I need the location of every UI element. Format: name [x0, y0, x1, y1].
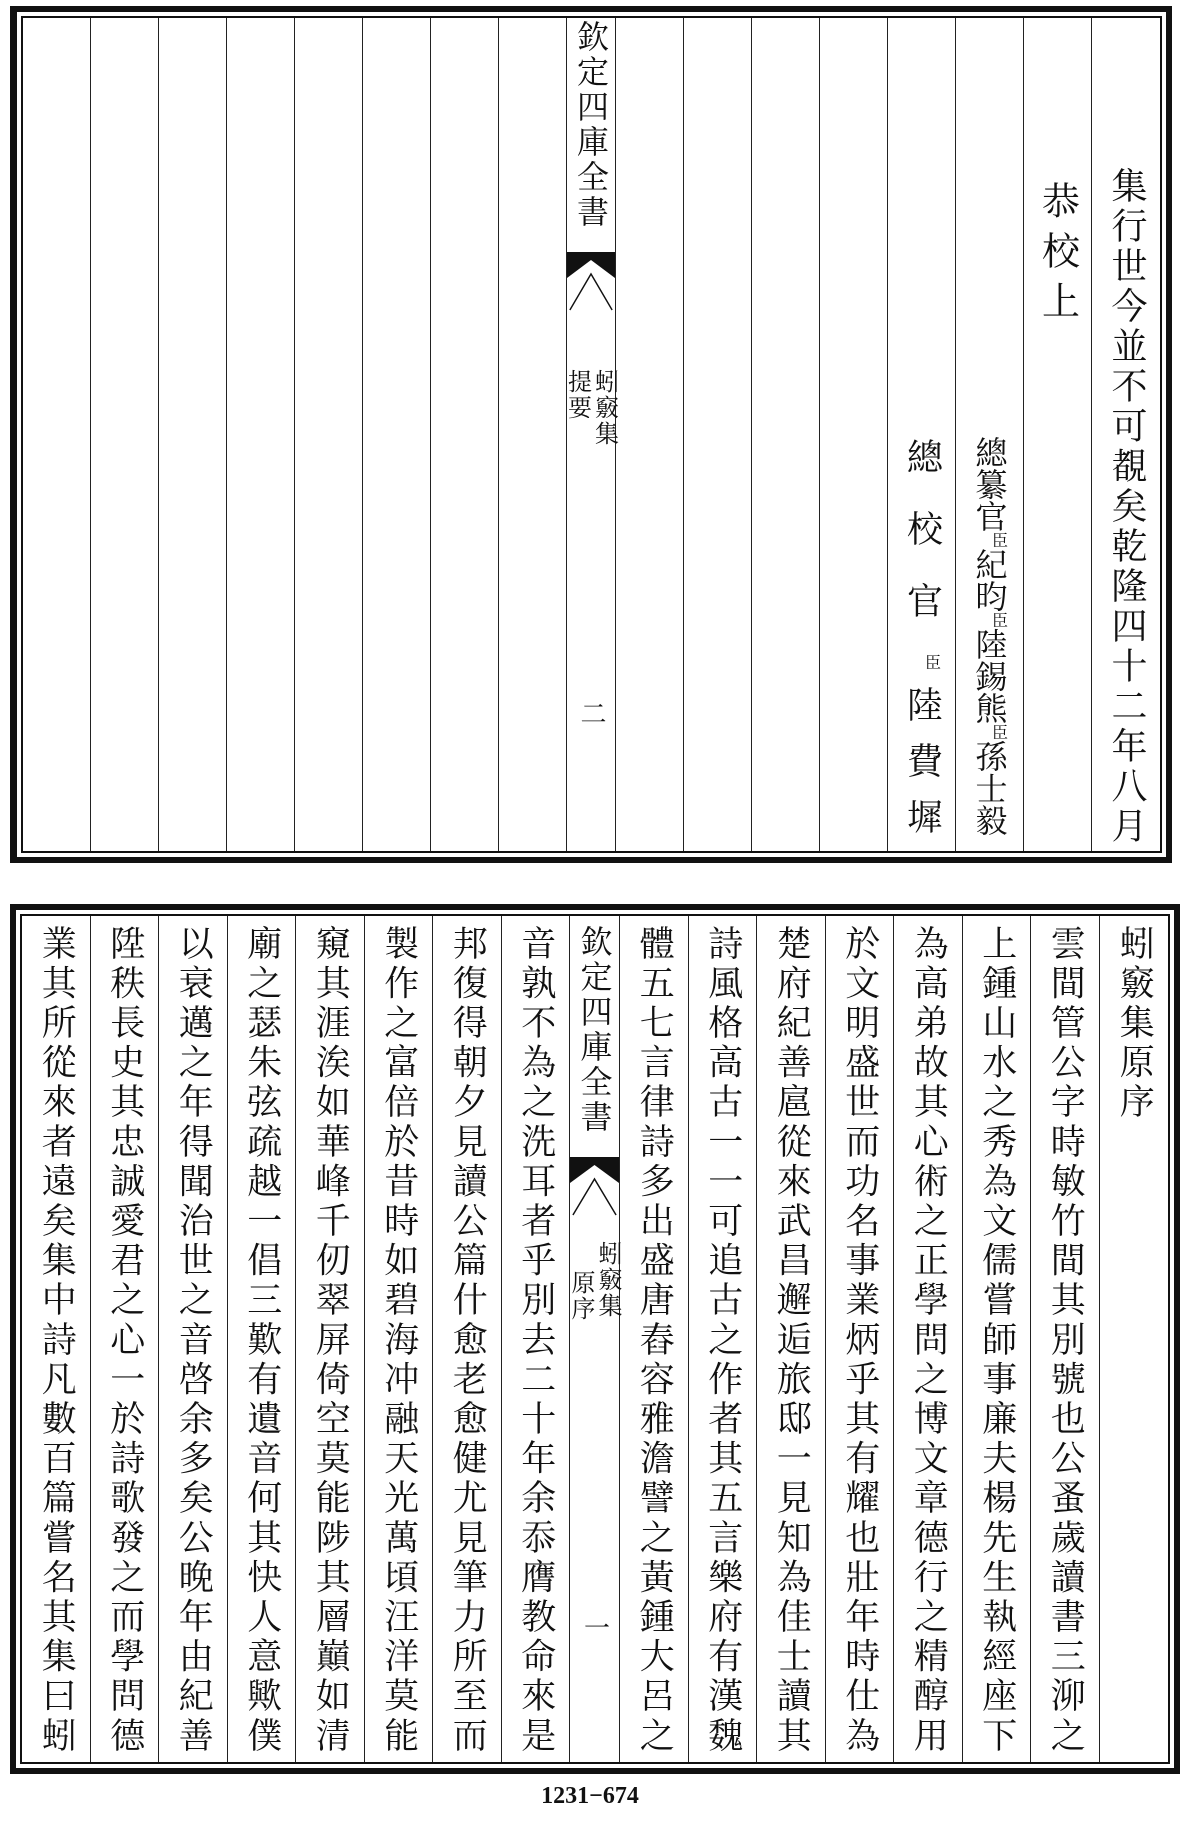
compiler-title: 總纂官 [970, 436, 1009, 532]
column-text-wrapper [91, 925, 159, 1757]
minister-marker: 臣 [989, 532, 1009, 548]
column-text-wrapper [433, 925, 501, 1757]
proofreader-name: 陸費墀 [901, 686, 943, 854]
text-column [1024, 18, 1092, 851]
text-column [689, 916, 758, 1762]
column-text-wrapper [826, 925, 894, 1757]
column-text-wrapper [22, 925, 90, 1757]
column-text-wrapper [1031, 925, 1099, 1757]
text-column [1092, 18, 1160, 851]
text-column [296, 916, 365, 1762]
text-column [894, 916, 963, 1762]
text-column [228, 916, 297, 1762]
closing-text-line: 集行世今並不可覩矣乾隆四十二年八月 [1106, 167, 1147, 847]
minister-marker: 臣 [922, 654, 942, 670]
page-number: 一 [579, 1614, 610, 1640]
preface-text-line: 業其所從來者遠矣集中詩凡數百篇嘗名其集曰蚓 [36, 925, 77, 1757]
preface-text-line: 廟之瑟朱弦疏越一倡三歎有遺音何其快人意歟僕 [241, 925, 282, 1757]
text-column [757, 916, 826, 1762]
empty-column [820, 18, 888, 851]
banxin-column [563, 18, 619, 851]
preface-text-line: 以衰邁之年得聞治世之音啓余多矣公晚年由紀善 [173, 925, 214, 1757]
preface-text-line: 雲間管公字時敏竹間其別號也公蚤歲讀書三泖之 [1045, 925, 1086, 1757]
chief-proofreader-credit [888, 438, 955, 854]
column-text-wrapper [1100, 925, 1169, 1123]
empty-column [616, 18, 684, 851]
column-text-wrapper [502, 925, 570, 1757]
column-text-wrapper [296, 925, 364, 1757]
preface-text-line: 上鍾山水之秀為文儒嘗師事廉夫楊先生執經座下 [976, 925, 1017, 1757]
preface-text-line: 體五七言律詩多出盛唐舂容雅澹譬之黃鍾大呂之 [634, 925, 675, 1757]
text-column [159, 916, 228, 1762]
empty-column [295, 18, 363, 851]
chief-proofreader-column [888, 18, 956, 854]
preface-text-line: 為高弟故其心術之正學問之博文章德行之精醇用 [908, 925, 949, 1757]
column-text-wrapper [757, 925, 825, 1757]
page-number: 二 [576, 700, 606, 726]
preface-text-line: 陞秩長史其忠誠愛君之心一於詩歌發之而學問德 [104, 925, 145, 1757]
empty-column [159, 18, 227, 851]
preface-text-line: 詩風格高古一一可追古之作者其五言樂府有漢魏 [702, 925, 743, 1757]
minister-marker: 臣 [989, 612, 1009, 628]
text-column [365, 916, 434, 1762]
chief-compilers-credit [956, 436, 1023, 836]
empty-column [684, 18, 752, 851]
column-text-wrapper [894, 925, 962, 1757]
text-column [433, 916, 502, 1762]
column-text-wrapper [228, 925, 296, 1757]
preface-text-line: 於文明盛世而功名事業炳乎其有耀也壯年時仕為 [839, 925, 880, 1757]
compiler-name: 陸錫熊 [970, 628, 1009, 724]
column-text-wrapper [620, 925, 688, 1757]
column-text-wrapper [365, 925, 433, 1757]
proofreader-title: 總校官 [901, 438, 943, 654]
fish-tail-icon [567, 252, 615, 314]
column-text-wrapper [1092, 167, 1160, 847]
text-column [1031, 916, 1100, 1762]
empty-column [499, 18, 567, 851]
upper-page-grid [21, 16, 1162, 853]
column-text-wrapper [963, 925, 1031, 1757]
empty-column [23, 18, 91, 851]
preface-text-line: 邦復得朝夕見讀公篇什愈老愈健尤見筆力所至而 [447, 925, 488, 1757]
empty-column [227, 18, 295, 851]
compiler-name: 孫士毅 [970, 740, 1009, 836]
minister-marker: 臣 [989, 724, 1009, 740]
column-text-wrapper [1024, 181, 1091, 331]
banxin-column [567, 916, 622, 1762]
section-name: 原序 [567, 1270, 595, 1322]
empty-column [752, 18, 820, 851]
lower-page-frame [10, 904, 1180, 1774]
empty-column [431, 18, 499, 851]
lower-page-grid [20, 914, 1170, 1764]
text-column [502, 916, 571, 1762]
section-name: 提要 [563, 369, 592, 421]
empty-column [363, 18, 431, 851]
text-column [620, 916, 689, 1762]
banxin-subtitle [567, 1241, 622, 1322]
text-column [963, 916, 1032, 1762]
banxin-title-wrapper [567, 20, 615, 230]
preface-text-line: 音孰不為之洗耳者乎別去二十年余忝膺教命來是 [515, 925, 556, 1757]
preface-text-line: 窺其涯涘如華峰千仞翠屏倚空莫能陟其層巔如清 [310, 925, 351, 1757]
page-code: 1231−674 [541, 1783, 639, 1809]
text-column [91, 916, 160, 1762]
text-column [826, 916, 895, 1762]
page-number-wrapper [570, 1614, 619, 1640]
respectfully-collated-line: 恭校上 [1035, 181, 1080, 331]
work-title: 蚓竅集 [594, 1241, 622, 1319]
heading-column [1100, 916, 1169, 1762]
page-number-wrapper [567, 700, 615, 726]
book-title: 欽定四庫全書 [572, 20, 610, 230]
preface-text-line: 製作之富倍於昔時如碧海冲融天光萬頃汪洋莫能 [378, 925, 419, 1757]
chief-compilers-column [956, 18, 1024, 851]
compiler-name: 紀昀 [970, 548, 1009, 612]
preface-text-line: 楚府紀善扈從來武昌邂逅旅邸一見知為佳士讀其 [771, 925, 812, 1757]
banxin-title-wrapper [570, 925, 619, 1135]
text-column [22, 916, 91, 1762]
upper-page-frame [10, 6, 1172, 863]
empty-column [91, 18, 159, 851]
column-text-wrapper [159, 925, 227, 1757]
work-title: 蚓竅集 [590, 369, 619, 447]
book-title: 欽定四庫全書 [575, 925, 614, 1135]
column-text-wrapper [689, 925, 757, 1757]
preface-heading: 蚓竅集原序 [1114, 925, 1155, 1123]
banxin-subtitle [563, 369, 619, 447]
fish-tail-icon [570, 1157, 619, 1219]
